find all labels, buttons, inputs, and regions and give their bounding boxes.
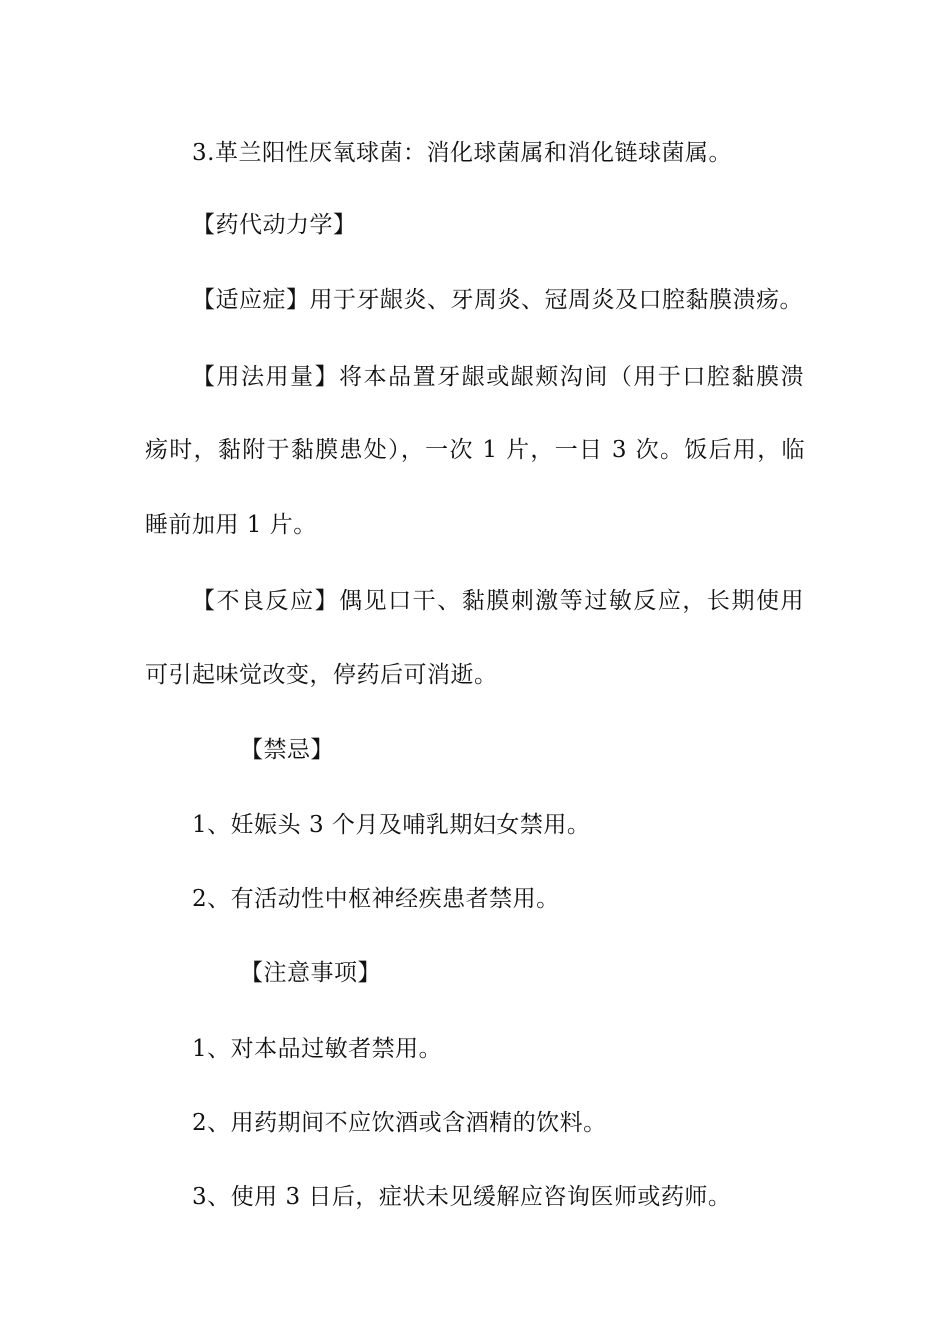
pharmacokinetics-heading: 【药代动力学】 bbox=[192, 212, 357, 238]
precautions-heading: 【注意事项】 bbox=[240, 960, 381, 986]
indications-line: 【适应症】用于牙龈炎、牙周炎、冠周炎及口腔黏膜溃疡。 bbox=[192, 287, 803, 313]
contraindication-item-2: 2、有活动性中枢神经疾患者禁用。 bbox=[192, 886, 560, 912]
dosage-line-3: 睡前加用 1 片。 bbox=[145, 512, 317, 538]
precaution-item-1: 1、对本品过敏者禁用。 bbox=[192, 1036, 443, 1062]
dosage-line-2: 疡时，黏附于黏膜患处），一次 1 片，一日 3 次。饭后用，临 bbox=[145, 437, 805, 463]
dosage-line-1: 【用法用量】将本品置牙龈或龈颊沟间（用于口腔黏膜溃 bbox=[192, 364, 804, 390]
contraindications-heading: 【禁忌】 bbox=[240, 737, 334, 763]
precaution-item-3: 3、使用 3 日后，症状未见缓解应咨询医师或药师。 bbox=[192, 1184, 732, 1210]
adverse-reactions-line-1: 【不良反应】偶见口干、黏膜刺激等过敏反应，长期使用 bbox=[192, 588, 804, 614]
precaution-item-2: 2、用药期间不应饮酒或含酒精的饮料。 bbox=[192, 1110, 607, 1136]
bacteria-line: 3.革兰阳性厌氧球菌：消化球菌属和消化链球菌属。 bbox=[192, 140, 732, 166]
adverse-reactions-line-2: 可引起味觉改变，停药后可消逝。 bbox=[145, 662, 498, 688]
contraindication-item-1: 1、妊娠头 3 个月及哺乳期妇女禁用。 bbox=[192, 812, 591, 838]
